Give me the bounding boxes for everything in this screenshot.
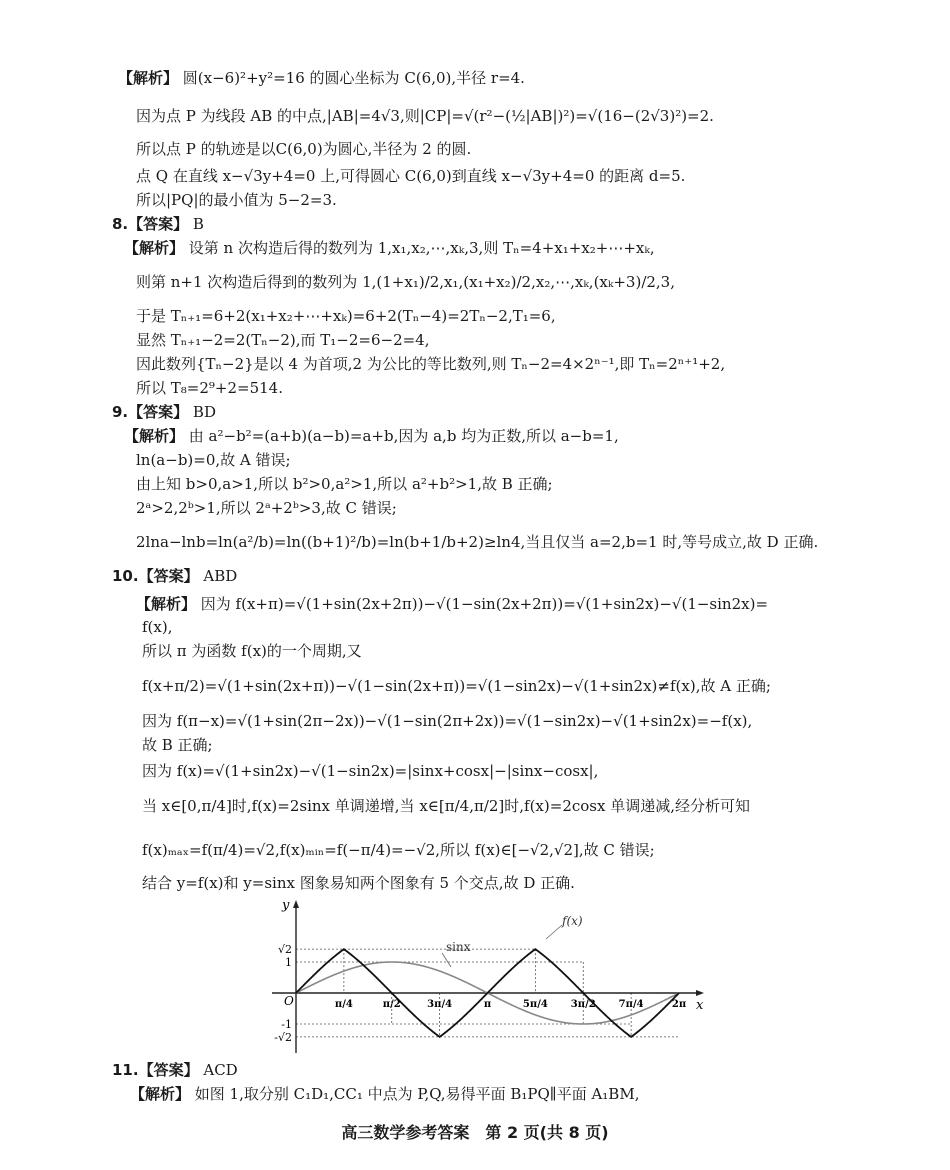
- q10-analysis-10: 结合 y=f(x)和 y=sinx 图象易知两个图象有 5 个交点,故 D 正确.: [142, 874, 575, 892]
- y-axis-label: y: [282, 898, 290, 913]
- line-7-analysis-5: 所以|PQ|的最小值为 5−2=3.: [136, 191, 337, 209]
- q10-analysis-4: f(x+π/2)=√(1+sin(2x+π))−√(1−sin(2x+π))=√(1−sin2x)−√(1+sin2x)≠f(x),故 A 正确;: [142, 677, 771, 695]
- q8-analysis-6: 所以 T₈=2⁹+2=514.: [136, 379, 283, 397]
- q8-analysis-4: 显然 Tₙ₊₁−2=2(Tₙ−2),而 T₁−2=6−2=4,: [136, 331, 430, 349]
- x-tick-label: 3π/4: [427, 999, 453, 1010]
- q10-analysis-1: 【解析】 因为 f(x+π)=√(1+sin(2x+2π))−√(1−sin(2x+2π))=√(1+sin2x)−√(1−sin2x)=: [136, 595, 769, 613]
- x-axis-arrow: [696, 990, 704, 996]
- q8-analysis-3: 于是 Tₙ₊₁=6+2(x₁+x₂+⋯+xₖ)=6+2(Tₙ−4)=2Tₙ−2,T₁=6,: [136, 307, 556, 325]
- page-footer: 高三数学参考答案 第 2 页(共 8 页): [341, 1123, 609, 1142]
- q11-answer: 11.【答案】 ACD: [112, 1061, 238, 1079]
- origin-label: O: [284, 994, 294, 1008]
- x-tick-label: 5π/4: [522, 999, 548, 1010]
- q9-analysis-4: 2ᵃ>2,2ᵇ>1,所以 2ᵃ+2ᵇ>3,故 C 错误;: [136, 499, 397, 517]
- x-tick-label: 3π/2: [570, 999, 596, 1010]
- q8-answer: 8.【答案】 B: [112, 215, 204, 233]
- f-label-leader: [546, 925, 562, 939]
- f-curve-label: f(x): [562, 914, 583, 928]
- y-tick-label: √2: [277, 943, 292, 957]
- q9-analysis-2: ln(a−b)=0,故 A 错误;: [136, 451, 291, 469]
- q10-analysis-2: f(x),: [142, 618, 173, 636]
- line-7-analysis-4: 点 Q 在直线 x−√3y+4=0 上,可得圆心 C(6,0)到直线 x−√3y+4=0 的距离 d=5.: [136, 167, 686, 185]
- y-tick-label: 1: [285, 956, 292, 969]
- line-7-analysis-2: 因为点 P 为线段 AB 的中点,|AB|=4√3,则|CP|=√(r²−(½|AB|)²)=√(16−(2√3)²)=2.: [136, 107, 714, 125]
- q11-analysis-1: 【解析】 如图 1,取分别 C₁D₁,CC₁ 中点为 P,Q,易得平面 B₁PQ∥平面 A₁BM,: [130, 1085, 640, 1103]
- x-axis-label: x: [696, 998, 704, 1013]
- q10-analysis-3: 所以 π 为函数 f(x)的一个周期,又: [142, 642, 362, 660]
- x-tick-label: 7π/4: [618, 999, 644, 1010]
- q8-analysis-1: 【解析】 设第 n 次构造后得的数列为 1,x₁,x₂,⋯,xₖ,3,则 Tₙ=4+x₁+x₂+⋯+xₖ,: [124, 239, 655, 257]
- q9-analysis-1: 【解析】 由 a²−b²=(a+b)(a−b)=a+b,因为 a,b 均为正数,所以 a−b=1,: [124, 427, 619, 445]
- q10-analysis-9: f(x)ₘₐₓ=f(π/4)=√2,f(x)ₘᵢₙ=f(−π/4)=−√2,所以 f(x)∈[−√2,√2],故 C 错误;: [142, 841, 655, 859]
- q10-answer: 10.【答案】 ABD: [112, 567, 238, 585]
- x-tick-label: π: [483, 999, 492, 1010]
- x-tick-label: π/4: [334, 999, 353, 1010]
- y-tick-label: -√2: [274, 1030, 292, 1044]
- x-tick-label: π/2: [382, 999, 401, 1010]
- q10-analysis-5: 因为 f(π−x)=√(1+sin(2π−2x))−√(1−sin(2π+2x))=√(1−sin2x)−√(1+sin2x)=−f(x),: [142, 712, 753, 730]
- line-7-analysis-3: 所以点 P 的轨迹是以C(6,0)为圆心,半径为 2 的圆.: [136, 140, 472, 158]
- q10-analysis-6: 故 B 正确;: [142, 736, 213, 754]
- q10-analysis-7: 因为 f(x)=√(1+sin2x)−√(1−sin2x)=|sinx+cosx|−|sinx−cosx|,: [142, 762, 599, 780]
- q8-analysis-2: 则第 n+1 次构造后得到的数列为 1,(1+x₁)/2,x₁,(x₁+x₂)/2,x₂,⋯,xₖ,(xₖ+3)/2,3,: [136, 273, 675, 291]
- x-tick-label: 2π: [671, 999, 687, 1010]
- sin-curve-label: sinx: [446, 940, 471, 954]
- q9-analysis-3: 由上知 b>0,a>1,所以 b²>0,a²>1,所以 a²+b²>1,故 B 正确;: [136, 475, 553, 493]
- y-tick-label: -1: [281, 1018, 292, 1031]
- sin-label-leader: [442, 953, 451, 967]
- function-graph: [268, 895, 710, 1055]
- q8-analysis-5: 因此数列{Tₙ−2}是以 4 为首项,2 为公比的等比数列,则 Tₙ−2=4×2ⁿ⁻¹,即 Tₙ=2ⁿ⁺¹+2,: [136, 355, 726, 373]
- q10-analysis-8: 当 x∈[0,π/4]时,f(x)=2sinx 单调递增,当 x∈[π/4,π/2]时,f(x)=2cosx 单调递减,经分析可知: [142, 797, 750, 815]
- q9-answer: 9.【答案】 BD: [112, 403, 216, 421]
- q9-analysis-5: 2lna−lnb=ln(a²/b)=ln((b+1)²/b)=ln(b+1/b+2)≥ln4,当且仅当 a=2,b=1 时,等号成立,故 D 正确.: [136, 533, 819, 551]
- line-7-analysis-1: 【解析】 圆(x−6)²+y²=16 的圆心坐标为 C(6,0),半径 r=4.: [118, 69, 525, 87]
- y-axis-arrow: [293, 900, 299, 908]
